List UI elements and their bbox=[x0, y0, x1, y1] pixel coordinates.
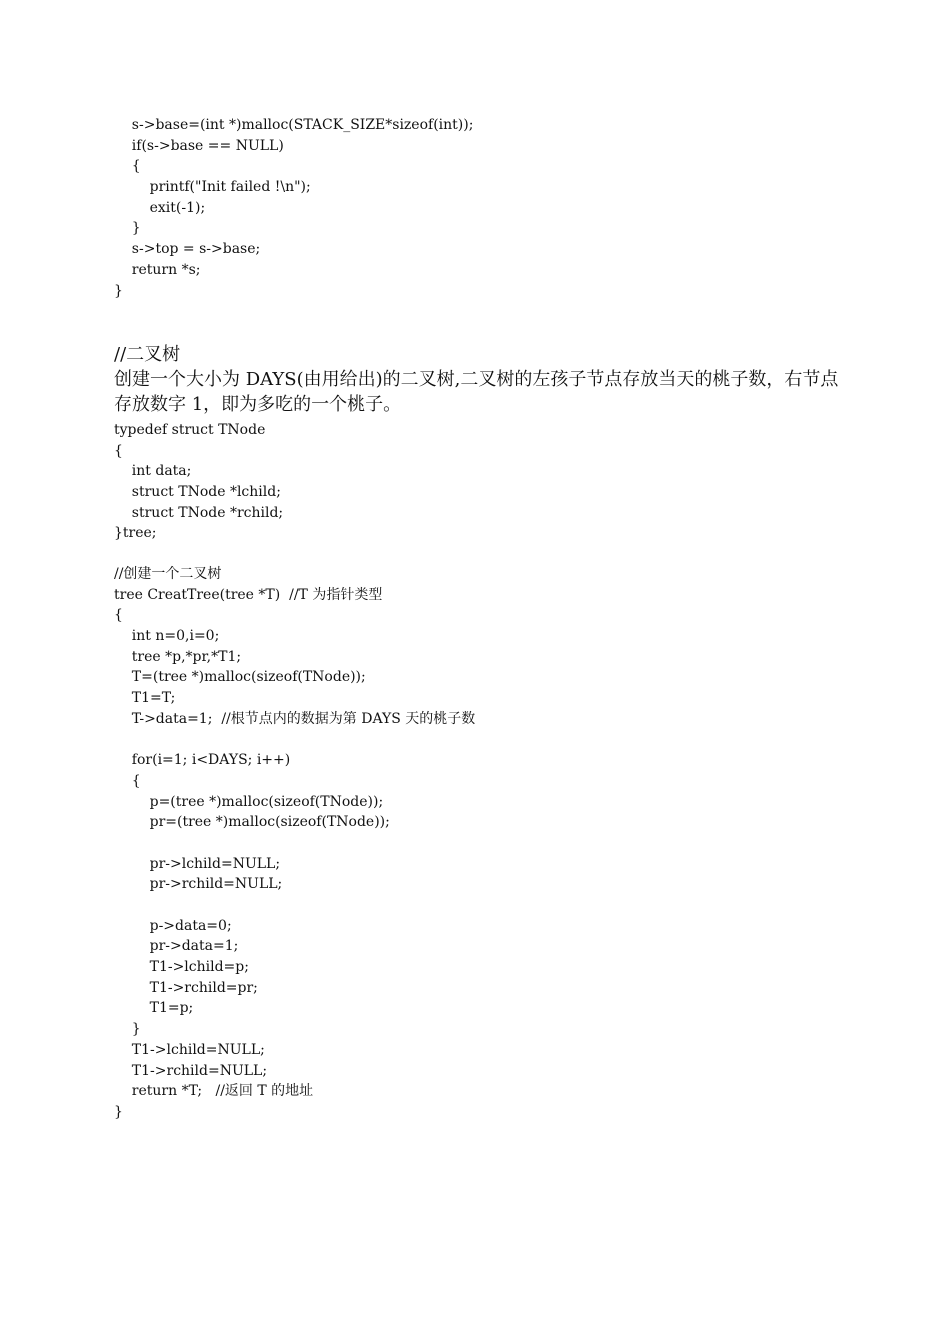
code-line: exit(-1); bbox=[114, 199, 206, 216]
code-line: int n=0,i=0; bbox=[114, 628, 220, 645]
section-description: 创建一个大小为 DAYS(由用给出)的二叉树,二叉树的左孩子节点存放当天的桃子数，右节点存放数字 1，即为多吃的一个桃子。 bbox=[114, 369, 839, 415]
code-line: } bbox=[114, 220, 141, 237]
code-line: T1=p; bbox=[114, 1000, 194, 1017]
code-line: } bbox=[114, 282, 123, 299]
code-line: { bbox=[114, 607, 123, 624]
code-line: //创建一个二叉树 bbox=[114, 566, 222, 582]
code-line: T1->lchild=NULL; bbox=[114, 1041, 265, 1058]
code-line bbox=[114, 730, 475, 751]
code-line: p->data=0; bbox=[114, 917, 232, 934]
code-line: pr->data=1; bbox=[114, 938, 239, 955]
code-block-stack-init bbox=[114, 115, 473, 301]
code-line: T1=T; bbox=[114, 690, 176, 707]
code-line: int data; bbox=[114, 463, 192, 480]
code-line: struct TNode *lchild; bbox=[114, 484, 281, 501]
code-line: printf("Init failed !\n"); bbox=[114, 179, 311, 196]
code-line: typedef struct TNode bbox=[114, 422, 266, 438]
code-line: return *s; bbox=[114, 261, 201, 278]
code-line: tree *p,*pr,*T1; bbox=[114, 648, 242, 665]
code-line bbox=[114, 833, 475, 854]
section-binary-tree bbox=[114, 342, 844, 417]
code-line: if(s->base == NULL) bbox=[114, 137, 284, 154]
code-line: pr=(tree *)malloc(sizeof(TNode)); bbox=[114, 814, 390, 831]
code-line: for(i=1; i<DAYS; i++) bbox=[114, 752, 291, 769]
code-block-creat-tree bbox=[114, 564, 475, 1123]
code-line: p=(tree *)malloc(sizeof(TNode)); bbox=[114, 793, 384, 810]
code-line: pr->rchild=NULL; bbox=[114, 876, 283, 893]
code-line: { bbox=[114, 772, 141, 789]
code-line: }tree; bbox=[114, 525, 157, 542]
code-line: struct TNode *rchild; bbox=[114, 504, 284, 521]
code-line: return *T; //返回 T 的地址 bbox=[114, 1083, 314, 1100]
code-line: s->base=(int *)malloc(STACK_SIZE*sizeof(int)); bbox=[114, 117, 474, 133]
code-line: T1->lchild=p; bbox=[114, 959, 249, 976]
code-line: { bbox=[114, 442, 123, 459]
code-line: { bbox=[114, 158, 141, 175]
code-line: } bbox=[114, 1103, 123, 1120]
code-line: s->top = s->base; bbox=[114, 241, 261, 258]
code-line: T1->rchild=NULL; bbox=[114, 1062, 268, 1079]
code-line: T->data=1; //根节点内的数据为第 DAYS 天的桃子数 bbox=[114, 710, 476, 727]
code-line: tree CreatTree(tree *T) //T 为指针类型 bbox=[114, 586, 383, 603]
section-heading: //二叉树 bbox=[114, 344, 181, 365]
code-line: T=(tree *)malloc(sizeof(TNode)); bbox=[114, 669, 366, 686]
code-line: T1->rchild=pr; bbox=[114, 979, 258, 996]
code-block-typedef bbox=[114, 420, 283, 544]
code-line: pr->lchild=NULL; bbox=[114, 855, 281, 872]
code-line: } bbox=[114, 1021, 141, 1038]
code-line bbox=[114, 895, 475, 916]
